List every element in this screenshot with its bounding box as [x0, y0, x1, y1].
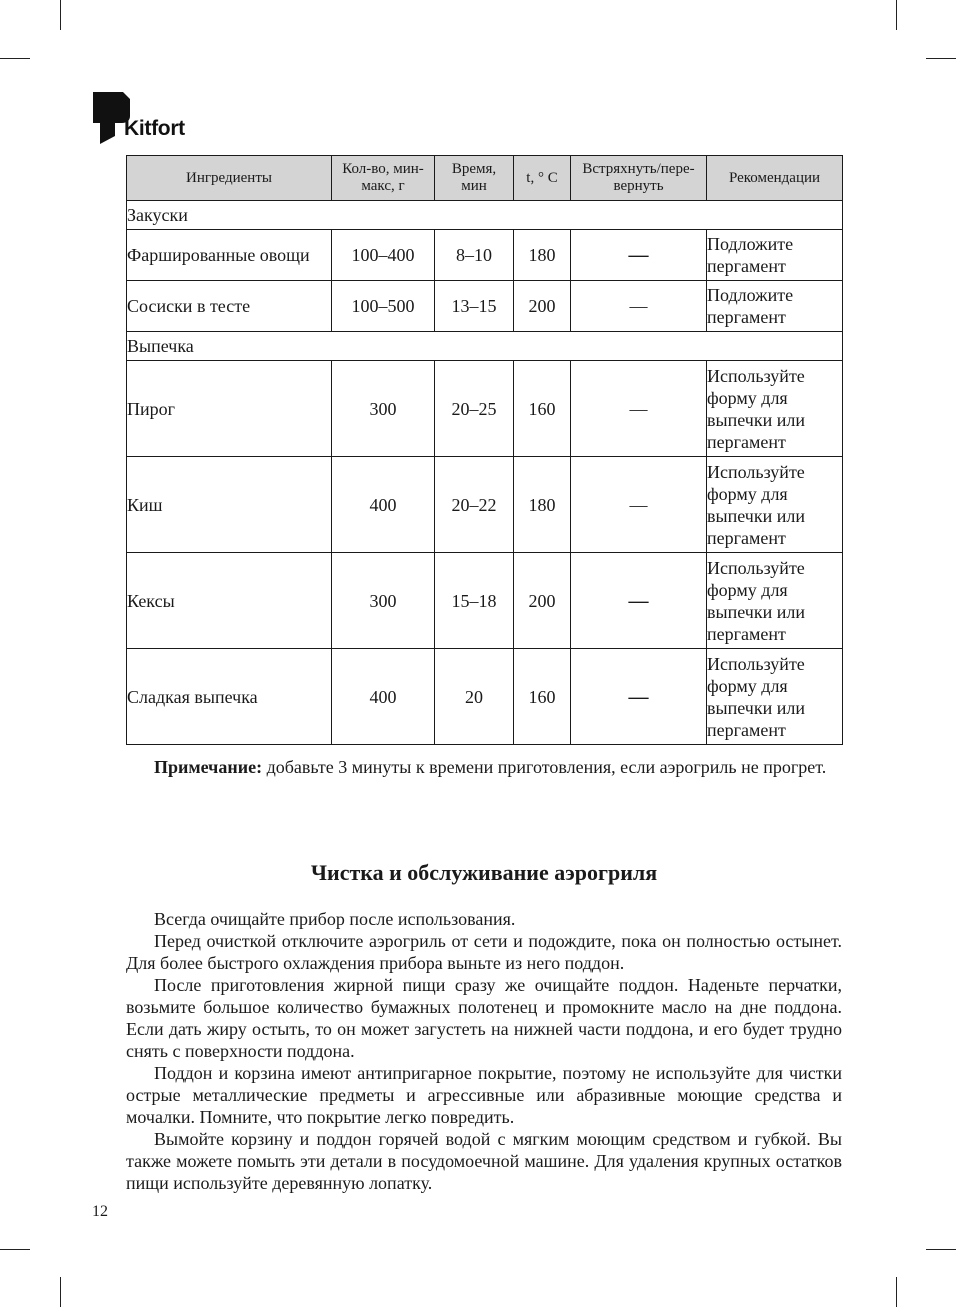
paragraph: Поддон и корзина имеют антипригарное покрытие, поэтому не используйте для чистки острые металлические предметы и агрессивные или абразивные моющие средства и мочалки. Помните, что покрытие легко повредить. — [126, 1063, 842, 1127]
table-row — [127, 230, 843, 281]
brand-logo — [93, 92, 203, 146]
crop-mark — [0, 1249, 30, 1250]
time-cell: 20 — [435, 649, 514, 745]
header-ingredients: Ингредиенты — [127, 156, 332, 201]
amount-cell: 400 — [332, 457, 435, 553]
page-number: 12 — [92, 1203, 108, 1220]
table-row — [127, 361, 843, 457]
time-cell: 8–10 — [435, 230, 514, 281]
category-row — [127, 332, 843, 361]
ingredient-name: Сладкая выпечка — [127, 649, 332, 745]
crop-mark — [60, 1277, 61, 1307]
brand-name: Kitfort — [124, 117, 185, 140]
temperature-cell: 180 — [514, 230, 571, 281]
temperature-cell: 160 — [514, 649, 571, 745]
recommendation-cell: Подложите пергамент — [707, 230, 843, 281]
recommendation-cell: Используйте форму для выпечки или пергамент — [707, 649, 843, 745]
amount-cell: 100–400 — [332, 230, 435, 281]
category-row — [127, 201, 843, 230]
note-text: добавьте 3 минуты к времени приготовления, если аэрогриль не прогрет. — [262, 757, 827, 777]
ingredient-name: Кексы — [127, 553, 332, 649]
amount-cell: 400 — [332, 649, 435, 745]
category-baking: Выпечка — [127, 332, 843, 361]
ingredient-name: Киш — [127, 457, 332, 553]
paragraph: Всегда очищайте прибор после использования. — [154, 909, 516, 929]
note — [126, 756, 842, 778]
time-cell: 20–25 — [435, 361, 514, 457]
ingredient-name: Фаршированные овощи — [127, 230, 332, 281]
header-shake: Встряхнуть/пере-вернуть — [571, 156, 707, 201]
time-cell: 13–15 — [435, 281, 514, 332]
cooking-table — [126, 155, 843, 745]
time-cell: 20–22 — [435, 457, 514, 553]
paragraph: После приготовления жирной пищи сразу же очищайте поддон. Наденьте перчатки, возьмите большое количество бумажных полотенец и промокните масло на дне поддона. Если дать жиру остыть, то он может загустеть на нижней части поддона, и его будет трудно снять с поверхности поддона. — [126, 975, 842, 1061]
section-body — [126, 908, 842, 1194]
header-recommendations: Рекомендации — [707, 156, 843, 201]
ingredient-name: Сосиски в тесте — [127, 281, 332, 332]
shake-cell: — — [571, 361, 707, 457]
category-snacks: Закуски — [127, 201, 843, 230]
temperature-cell: 180 — [514, 457, 571, 553]
header-amount: Кол-во, мин-макс, г — [332, 156, 435, 201]
shake-cell: — — [571, 553, 707, 649]
section-heading: Чистка и обслуживание аэрогриля — [310, 860, 658, 885]
shake-cell: — — [571, 281, 707, 332]
table-row — [127, 281, 843, 332]
crop-mark — [896, 0, 897, 30]
paragraph: Вымойте корзину и поддон горячей водой с мягким моющим средством и губкой. Вы также можете помыть эти детали в посудомоечной машине. Для удаления крупных остатков пищи используйте деревянную лопатку. — [126, 1129, 842, 1193]
recommendation-cell: Подложите пергамент — [707, 281, 843, 332]
shake-cell: — — [571, 230, 707, 281]
table-row — [127, 553, 843, 649]
shake-cell: — — [571, 457, 707, 553]
amount-cell: 300 — [332, 361, 435, 457]
amount-cell: 300 — [332, 553, 435, 649]
crop-mark — [896, 1277, 897, 1307]
note-label: Примечание: — [154, 757, 263, 777]
crop-mark — [926, 1249, 956, 1250]
table-header-row — [127, 156, 843, 201]
table-row — [127, 457, 843, 553]
header-temperature: t, ° C — [514, 156, 571, 201]
crop-mark — [0, 58, 30, 59]
amount-cell: 100–500 — [332, 281, 435, 332]
header-time: Время, мин — [435, 156, 514, 201]
time-cell: 15–18 — [435, 553, 514, 649]
table-row — [127, 649, 843, 745]
recommendation-cell: Используйте форму для выпечки или пергамент — [707, 457, 843, 553]
ingredient-name: Пирог — [127, 361, 332, 457]
paragraph: Перед очисткой отключите аэрогриль от сети и подождите, пока он полностью остынет. Для более быстрого охлаждения прибора выньте из него поддон. — [126, 931, 842, 973]
temperature-cell: 200 — [514, 553, 571, 649]
crop-mark — [60, 0, 61, 30]
crop-mark — [926, 58, 956, 59]
shake-cell: — — [571, 649, 707, 745]
recommendation-cell: Используйте форму для выпечки или пергамент — [707, 361, 843, 457]
temperature-cell: 200 — [514, 281, 571, 332]
recommendation-cell: Используйте форму для выпечки или пергамент — [707, 553, 843, 649]
temperature-cell: 160 — [514, 361, 571, 457]
